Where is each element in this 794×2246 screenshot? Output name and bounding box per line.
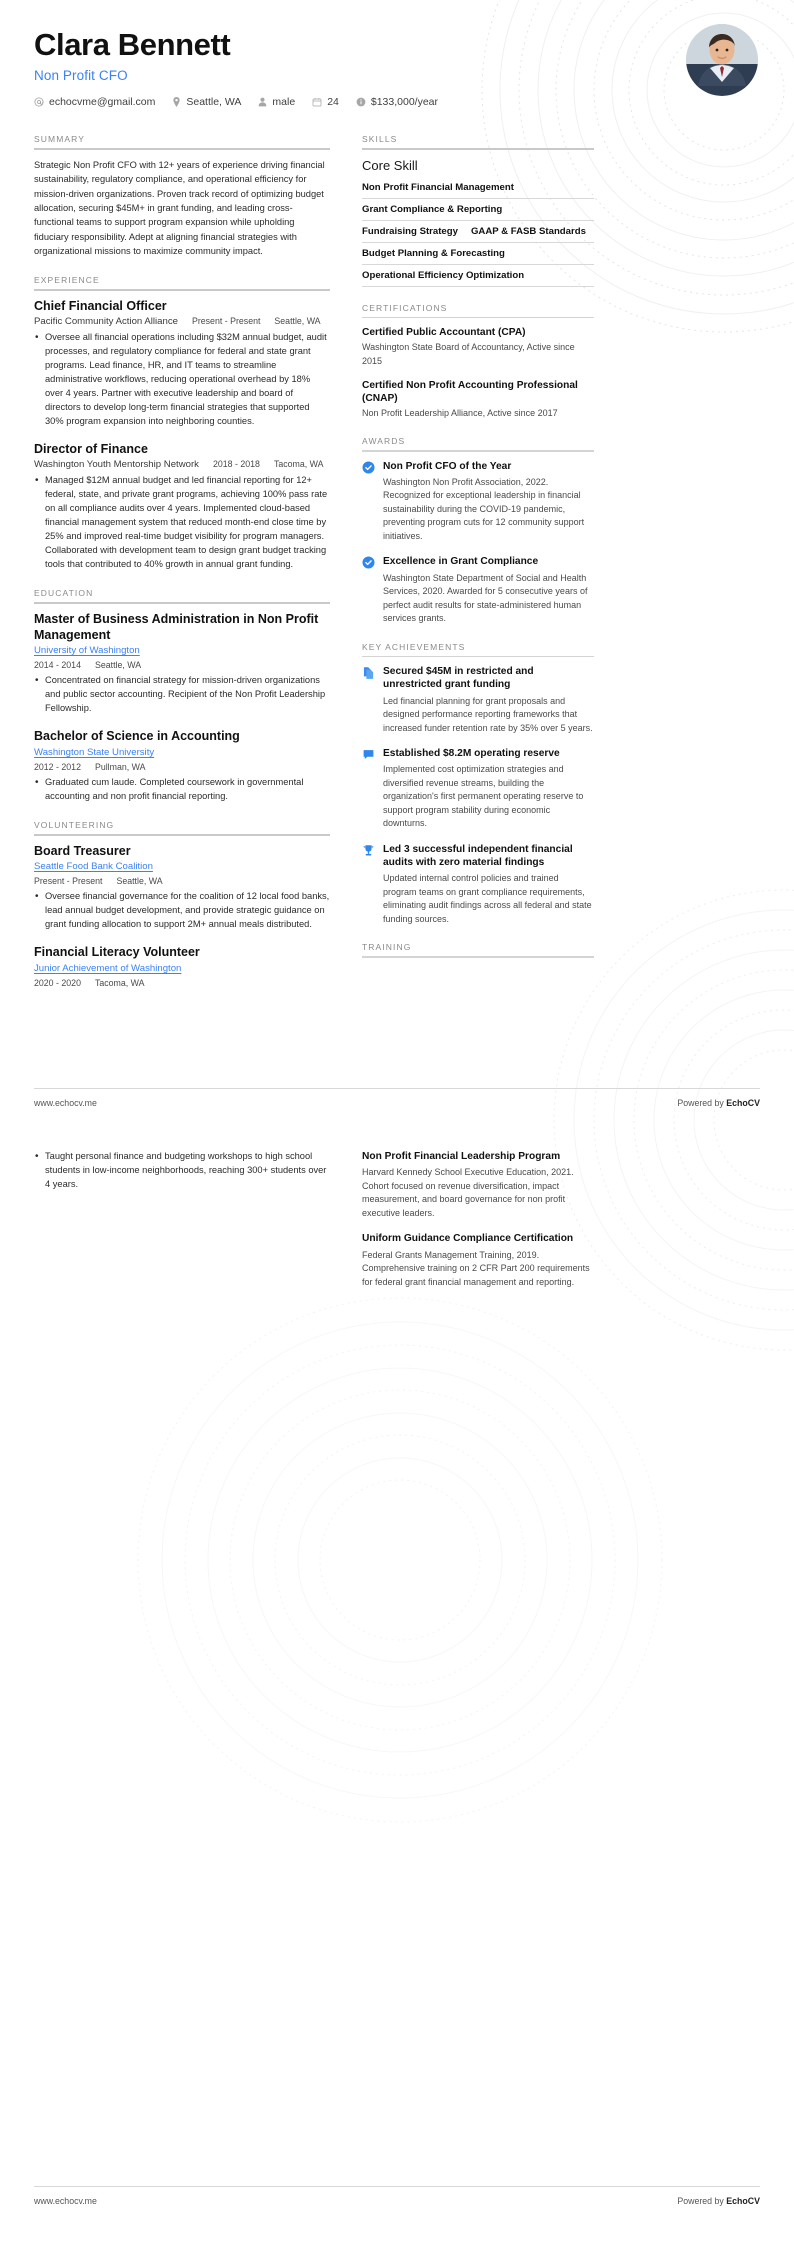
decorative-rings-lower (120, 1280, 680, 1840)
certification-issuer: Washington State Board of Accountancy, Active since 2015 (362, 342, 575, 366)
achievement-name: Secured $45M in restricted and unrestricted grant funding (383, 666, 534, 691)
contact-row (34, 96, 760, 108)
training-name: Non Profit Financial Leadership Program (362, 1151, 561, 1162)
skill-row (362, 199, 594, 221)
resume-body (0, 108, 794, 1004)
divider (34, 2186, 760, 2187)
contact-salary-value: $133,000/year (370, 95, 439, 108)
volunteering-bullets (34, 890, 330, 932)
skill-name: Grant Compliance & Reporting (362, 203, 503, 215)
education-school-row (34, 645, 330, 656)
documents-icon (362, 665, 375, 735)
skill-name: Non Profit Financial Management (362, 181, 514, 193)
experience-meta (34, 316, 330, 327)
skill-name: Fundraising Strategy (362, 225, 458, 237)
divider (362, 956, 594, 958)
contact-gender-value: male (272, 95, 296, 108)
achievement-name: Established $8.2M operating reserve (383, 748, 560, 760)
divider (34, 1088, 760, 1089)
section-skills (362, 134, 594, 287)
footer-brand-name: EchoCV (726, 1098, 760, 1108)
volunteering-org[interactable]: Seattle Food Bank Coalition (34, 861, 153, 873)
volunteering-dates: 2020 - 2020 (34, 977, 81, 988)
section-title-awards: AWARDS (362, 436, 406, 447)
certification-name: Certified Public Accountant (CPA) (362, 327, 526, 339)
award-name: Non Profit CFO of the Year (383, 460, 512, 472)
section-title-certifications: CERTIFICATIONS (362, 302, 448, 313)
list-item: • Taught personal finance and budgeting workshops to high school students in low-income neighborhoods, reaching 300+ students over 4 years. (34, 1150, 330, 1192)
achievement-description: Led financial planning for grant proposals and designed performance reporting frameworks that increased funder retention rate by 35% over 5 years. (383, 695, 593, 733)
certification-item (362, 326, 594, 367)
experience-role: Chief Financial Officer (34, 298, 167, 313)
section-training (362, 942, 594, 958)
footer-brand (677, 2196, 760, 2206)
footer-website[interactable]: www.echocv.me (34, 2196, 97, 2206)
volunteering-item (34, 844, 330, 932)
section-certifications (362, 303, 594, 420)
section-title-key-achievements: KEY ACHIEVEMENTS (362, 641, 466, 652)
contact-email-value: echocvme@gmail.com (49, 95, 156, 108)
contact-gender (258, 96, 295, 108)
volunteering-dates: Present - Present (34, 876, 103, 887)
divider (34, 834, 330, 836)
education-school[interactable]: University of Washington (34, 645, 140, 657)
contact-location-value: Seattle, WA (186, 95, 242, 108)
contact-location (172, 96, 241, 108)
section-title-volunteering: VOLUNTEERING (34, 819, 115, 830)
experience-item (34, 299, 330, 429)
footer-website[interactable]: www.echocv.me (34, 1098, 97, 1108)
resume-header (0, 0, 794, 108)
list-item: • Managed $12M annual budget and led financial reporting for 12+ federal, state, and private grant programs, achieving 100% pass rate on all compliance audits over 4 years. Implemented cloud-based financial management system that reduced month-end close time by 25% and improved real-time budget visibility for program managers. Collaborated with development team to design grant budget tracking tools that contributed to 40% growth in annual grant funding. (34, 474, 330, 572)
education-location: Seattle, WA (94, 660, 142, 671)
footer-brand-name: EchoCV (726, 2196, 760, 2206)
education-dates: 2012 - 2012 (34, 761, 81, 772)
contact-email (34, 96, 155, 108)
education-bullets (34, 674, 330, 716)
skill-row (362, 243, 594, 265)
award-description: Washington State Department of Social and Health Services, 2020. Awarded for 5 consecutive years of perfect audit results for state-administered human services grants. (383, 572, 588, 624)
experience-location: Tacoma, WA (273, 459, 324, 470)
award-description: Washington Non Profit Association, 2022. Recognized for exceptional leadership in financial sustainability during the COVID-19 pandemic, preventing program cuts for 12 community support initiatives. (383, 476, 585, 541)
skill-row (362, 177, 594, 199)
divider (362, 450, 594, 452)
volunteering-location: Tacoma, WA (94, 977, 145, 988)
experience-org: Pacific Community Action Alliance (34, 316, 178, 328)
experience-item (34, 442, 330, 572)
footer-brand (677, 1098, 760, 1108)
award-name: Excellence in Grant Compliance (383, 556, 539, 568)
resume-page-2-body (0, 1150, 794, 1301)
section-title-education: EDUCATION (34, 587, 94, 598)
achievement-item (362, 665, 594, 735)
section-title-training: TRAINING (362, 942, 412, 953)
volunteering-org-row (34, 861, 330, 872)
education-meta (34, 762, 330, 772)
skill-row (362, 265, 594, 287)
achievement-body (383, 665, 594, 735)
education-degree: Master of Business Administration in Non Profit Management (34, 611, 319, 642)
divider (34, 148, 330, 150)
list-item: • Graduated cum laude. Completed coursework in governmental accounting and non profit financial reporting. (34, 776, 330, 804)
experience-role: Director of Finance (34, 441, 148, 456)
achievement-body (383, 747, 594, 831)
education-school-row (34, 747, 330, 758)
left-column-continued (34, 1150, 330, 1195)
footer-powered-prefix: Powered by (677, 1098, 727, 1108)
education-location: Pullman, WA (94, 761, 146, 772)
contact-age (312, 96, 339, 108)
section-volunteering (34, 820, 330, 988)
job-title: Non Profit CFO (34, 67, 128, 83)
education-dates: 2014 - 2014 (34, 660, 81, 671)
footer-page-1 (0, 1088, 794, 1108)
experience-dates: Present - Present (191, 316, 261, 327)
avatar (686, 24, 758, 96)
education-item (34, 729, 330, 804)
email-icon (34, 97, 44, 107)
skill-name: GAAP & FASB Standards (470, 225, 586, 237)
section-title-experience: EXPERIENCE (34, 274, 100, 285)
volunteering-org[interactable]: Junior Achievement of Washington (34, 962, 182, 974)
verified-badge-icon (362, 460, 375, 544)
education-school[interactable]: Washington State University (34, 746, 155, 758)
experience-org: Washington Youth Mentorship Network (34, 459, 199, 471)
award-body (383, 555, 594, 625)
info-icon (356, 97, 366, 107)
right-column-continued (362, 1150, 594, 1301)
section-experience (34, 275, 330, 572)
left-column (34, 134, 330, 1004)
contact-salary (356, 96, 438, 108)
skills-group-label: Core Skill (362, 157, 418, 173)
training-description: Harvard Kennedy School Executive Education, 2021. Cohort focused on revenue diversification, impact measurement, and board governance for non profit executive leaders. (362, 1167, 574, 1218)
divider (362, 317, 594, 319)
education-degree: Bachelor of Science in Accounting (34, 729, 240, 743)
achievement-item (362, 843, 594, 927)
achievement-description: Updated internal control policies and trained program teams on grant compliance requirements, eliminating audit findings across all federal and state funding sources. (383, 873, 592, 924)
award-item (362, 460, 594, 544)
footer-page-2 (0, 2186, 794, 2206)
divider (362, 148, 594, 150)
achievement-name: Led 3 successful independent financial audits with zero material findings (383, 843, 573, 869)
list-item: • Oversee financial governance for the coalition of 12 local food banks, lead annual budget development, and provide strategic guidance on grant funding allocation to support 2M+ annual meals distributed. (34, 890, 330, 932)
experience-location: Seattle, WA (274, 316, 321, 327)
volunteering-role: Financial Literacy Volunteer (34, 944, 200, 959)
volunteering-bullets-continued (34, 1150, 330, 1192)
person-icon (258, 97, 267, 107)
skill-name: Budget Planning & Forecasting (362, 247, 505, 259)
volunteering-meta (34, 876, 330, 886)
education-meta (34, 660, 330, 670)
trophy-icon (362, 843, 375, 927)
certification-issuer: Non Profit Leadership Alliance, Active since 2017 (362, 408, 558, 419)
skill-row (362, 221, 594, 243)
education-item (34, 612, 330, 716)
section-awards (362, 436, 594, 626)
experience-dates: 2018 - 2018 (212, 459, 260, 470)
training-description: Federal Grants Management Training, 2019. Comprehensive training on 2 CFR Part 200 requirements for federal grant financial management and reporting. (362, 1249, 590, 1287)
volunteering-item (34, 945, 330, 988)
list-item: • Concentrated on financial strategy for mission-driven organizations and public sector accounting. Recipient of the Non Profit Leadership Fellowship. (34, 674, 330, 716)
experience-bullets (34, 331, 330, 429)
page-title: Clara Bennett (34, 27, 231, 62)
chat-icon (362, 747, 375, 831)
section-key-achievements (362, 642, 594, 927)
certification-name: Certified Non Profit Accounting Professional (CNAP) (362, 379, 578, 404)
list-item: • Oversee all financial operations including $32M annual budget, audit processes, and regulatory compliance for federal and state grant programs. Lead finance, HR, and IT teams to streamline administrative workflows, reducing operational overhead by 18% over 4 years. Partner with executive leadership and board of directors to develop long-term financial strategies that supported 30% program expansion into neighboring counties. (34, 331, 330, 429)
training-item (362, 1232, 594, 1289)
volunteering-role: Board Treasurer (34, 843, 131, 858)
divider (34, 289, 330, 291)
section-title-summary: SUMMARY (34, 133, 85, 144)
section-education (34, 588, 330, 804)
experience-meta (34, 459, 330, 470)
section-title-skills: SKILLS (362, 133, 398, 144)
achievement-body (383, 843, 594, 927)
right-column (362, 134, 594, 974)
volunteering-meta (34, 978, 330, 988)
divider (34, 602, 330, 604)
certification-item (362, 379, 594, 421)
award-body (383, 460, 594, 544)
verified-badge-icon (362, 555, 375, 625)
location-pin-icon (172, 97, 181, 107)
achievement-item (362, 747, 594, 831)
footer-powered-prefix: Powered by (677, 2196, 727, 2206)
training-name: Uniform Guidance Compliance Certification (362, 1233, 574, 1245)
award-item (362, 555, 594, 625)
volunteering-org-row (34, 963, 330, 974)
training-item (362, 1150, 594, 1220)
achievement-description: Implemented cost optimization strategies and diversified revenue streams, building the organization's first permanent operating reserve to support program stability during economic downturns. (383, 764, 584, 829)
section-summary (34, 134, 330, 259)
skill-name: Operational Efficiency Optimization (362, 269, 525, 281)
experience-bullets (34, 474, 330, 572)
summary-text: Strategic Non Profit CFO with 12+ years of experience driving financial sustainability, regulatory compliance, and operational efficiency for mission-driven organizations. Proven track record of optimizing budget allocation, securing $45M+ in grant funding, and leading cross-functional teams to support program expansion while upholding fiduciary responsibility. Adept at aligning financial strategies with organizational missions to maximize community impact. (34, 159, 325, 257)
education-bullets (34, 776, 330, 804)
divider (362, 656, 594, 658)
calendar-icon (312, 97, 322, 107)
volunteering-location: Seattle, WA (116, 876, 163, 887)
contact-age-value: 24 (327, 95, 339, 108)
